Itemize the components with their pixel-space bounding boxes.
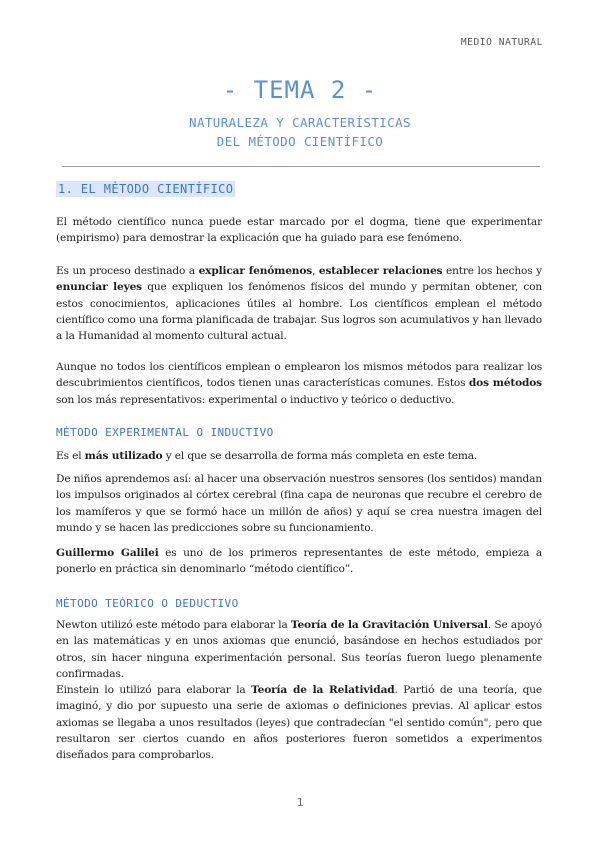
page-subtitle [0, 113, 600, 151]
text-run: Newton utilizó este método para elaborar la [56, 619, 291, 631]
bold-text: enunciar leyes [56, 281, 143, 294]
title-divider [62, 166, 540, 167]
paragraph-text: De niños aprendemos así: al hacer una observación nuestros sensores (los sentidos) mandan los impulsos originados al córtex cerebral (fina capa de neuronas que recubre el cerebro de los mamíferos y que se formó hace un millón de años) y aquí se crea nuestra imagen del mundo y se hacen las predicciones sobre su funcionamiento. [56, 473, 542, 534]
page-number: 1 [296, 796, 304, 809]
paragraph [56, 617, 542, 682]
paragraph [56, 471, 542, 536]
running-header: MEDIO NATURAL [460, 37, 543, 48]
bold-text: Teoría de la Gravitación Universal [290, 619, 488, 631]
bold-text: establecer relaciones [318, 265, 443, 277]
paragraph-text [56, 617, 542, 682]
paragraph-text [56, 448, 542, 464]
text-run: , [312, 265, 319, 277]
subsection-heading: MÉTODO EXPERIMENTAL O INDUCTIVO [56, 426, 274, 439]
bold-text: Teoría de la Relatividad [251, 684, 395, 696]
paragraph [56, 448, 542, 464]
paragraph-text [56, 359, 542, 408]
paragraph-text [56, 263, 542, 344]
subtitle-line-1: NATURALEZA Y CARACTERÍSTICAS [189, 115, 411, 130]
paragraph-text [56, 545, 542, 578]
bold-text: dos métodos [468, 377, 542, 390]
paragraph [56, 359, 542, 408]
paragraph [56, 263, 542, 344]
text-run: Es el [56, 450, 85, 462]
text-run: . Se apoyó en las matemáticas y en unos axiomas que enunció, basándose en hechos estudiados por otros, sin hacer ninguna experimentación personal. Sus teorías fueron luego plenamente confirmadas. [56, 619, 542, 680]
paragraph-text: El método científico nunca puede estar marcado por el dogma, tiene que experimentar (empirismo) para demostrar la explicación que ha guiado para ese fenómeno. [56, 216, 542, 245]
text-run: son los más representativos: experimental o inductivo y teórico o deductivo. [56, 393, 455, 406]
paragraph [56, 214, 542, 247]
section-heading [56, 182, 235, 196]
text-run: entre los hechos y [442, 265, 542, 277]
text-run: que expliquen los fenómenos físicos del mundo y permitan obtener, con estos conocimientos, aplicaciones útiles al hombre. Los científicos emplean el método científico como una forma planificada de trabajar. Sus logros son acumulativos y han llevado a la Humanidad al momento cultural actual. [56, 281, 542, 343]
text-run: y el que se desarrolla de forma más completa en este tema. [162, 450, 478, 462]
text-run: Einstein lo utilizó para elaborar la [56, 684, 252, 696]
text-run: Aunque no todos los científicos emplean o emplearon los mismos métodos para realizar los descubrimientos científicos, todos tienen unas características comunes. Estos [56, 361, 542, 390]
bold-text: Guillermo Galilei [56, 547, 159, 559]
page-title: - TEMA 2 - [222, 76, 378, 104]
subtitle-line-2: DEL MÉTODO CIENTÍFICO [216, 134, 384, 149]
text-run: . Partió de una teoría, que imaginó, y dio por supuesto una serie de axiomas o definiciones previas. Al aplicar estos axiomas se llegaba a unos resultados (leyes) que contradecían "el sentido común", pero que resultaron ser ciertos cuando en años posteriores fueron sometidos a experimentos diseñados para comprobarlos. [56, 684, 542, 762]
bold-text: más utilizado [84, 450, 163, 462]
subsection-heading: MÉTODO TEÓRICO O DEDUCTIVO [56, 597, 239, 610]
paragraph-text [56, 682, 542, 763]
bold-text: explicar fenómenos [198, 265, 313, 277]
paragraph [56, 545, 542, 578]
paragraph [56, 682, 542, 763]
text-run: es uno de los primeros representantes de este método, empieza a ponerlo en práctica sin denominarlo “método científico”. [56, 547, 542, 576]
section-heading-text: 1. EL MÉTODO CIENTÍFICO [58, 182, 234, 196]
text-run: Es un proceso destinado a [56, 265, 199, 277]
